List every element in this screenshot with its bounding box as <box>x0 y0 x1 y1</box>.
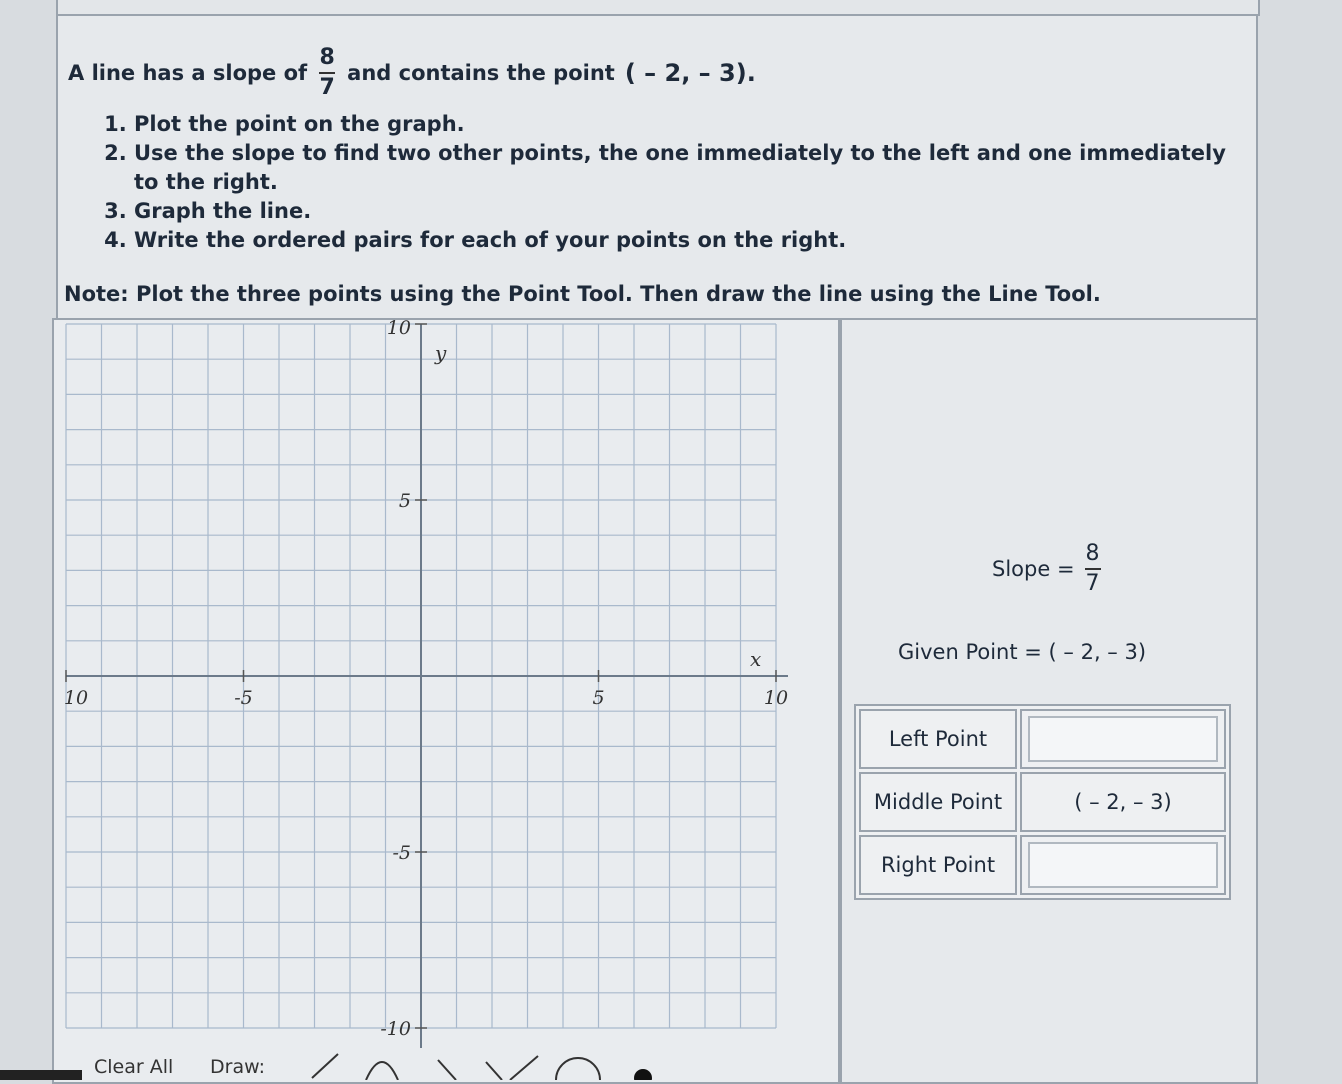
step-1: 1. Plot the point on the graph. <box>134 110 1244 139</box>
answer-slope-numerator: 8 <box>1085 541 1100 566</box>
answer-slope-denominator: 7 <box>1085 571 1100 596</box>
clear-all-button[interactable]: Clear All <box>94 1056 174 1078</box>
step-2: 2. Use the slope to find two other points, the one immediately to the left and one immediately to the right. <box>134 139 1244 197</box>
x-tick-label: 5 <box>592 687 605 709</box>
step-3: 3. Graph the line. <box>134 197 1244 226</box>
question-middle: and contains the point <box>347 61 615 85</box>
answer-slope-fraction <box>1085 542 1101 596</box>
answer-fraction-bar <box>1085 568 1101 570</box>
line-tool-icon[interactable] <box>308 1050 342 1080</box>
bezel-corner <box>0 1070 82 1080</box>
right-point-label: Right Point <box>859 835 1017 895</box>
coordinate-grid[interactable] <box>54 320 838 1060</box>
circle-tool-icon[interactable] <box>552 1050 604 1080</box>
given-point-row <box>898 640 1146 664</box>
parabola-tool-icon[interactable] <box>362 1050 402 1080</box>
right-point-cell <box>1020 835 1226 895</box>
right-point-input[interactable] <box>1028 842 1218 888</box>
middle-point-value: ( – 2, – 3) <box>1020 772 1226 832</box>
graph-panel[interactable] <box>52 318 840 1084</box>
y-tick-label: 5 <box>398 490 411 512</box>
slope-row <box>992 542 1113 596</box>
points-table <box>854 704 1231 900</box>
left-point-input[interactable] <box>1028 716 1218 762</box>
instruction-list <box>104 110 1244 255</box>
slope-denominator: 7 <box>319 75 335 100</box>
y-axis-label: y <box>435 341 447 365</box>
y-tick-label: -5 <box>392 842 411 864</box>
draw-label: Draw: <box>210 1056 265 1078</box>
left-point-cell <box>1020 709 1226 769</box>
y-tick-label: 10 <box>386 320 411 339</box>
middle-point-label: Middle Point <box>859 772 1017 832</box>
table-row <box>859 709 1226 769</box>
given-point-value: ( – 2, – 3) <box>1048 640 1147 664</box>
question-point: ( – 2, – 3). <box>624 59 756 87</box>
graph-toolbar <box>52 1050 836 1080</box>
slope-label: Slope = <box>992 557 1075 581</box>
x-tick-label: 10 <box>63 687 89 709</box>
x-axis-label: x <box>750 647 762 671</box>
step-4: 4. Write the ordered pairs for each of your points on the right. <box>134 226 1244 255</box>
note-text: Note: Plot the three points using the Point Tool. Then draw the line using the Line Tool. <box>64 282 1101 306</box>
left-point-label: Left Point <box>859 709 1017 769</box>
given-point-label: Given Point = <box>898 640 1042 664</box>
question-line <box>68 46 756 100</box>
fraction-bar <box>319 72 335 74</box>
question-prefix: A line has a slope of <box>68 61 308 85</box>
slope-fraction <box>319 46 335 100</box>
x-tick-label: 10 <box>763 687 789 709</box>
ray-tool-icon[interactable] <box>432 1050 462 1080</box>
answer-panel <box>840 318 1258 1084</box>
slope-numerator: 8 <box>319 45 335 70</box>
y-tick-label: -10 <box>380 1018 411 1040</box>
table-row <box>859 835 1226 895</box>
problem-panel <box>56 14 1258 322</box>
x-tick-label: -5 <box>234 687 253 709</box>
point-tool-icon[interactable] <box>630 1050 656 1080</box>
table-row <box>859 772 1226 832</box>
check-tool-icon[interactable] <box>480 1050 544 1080</box>
